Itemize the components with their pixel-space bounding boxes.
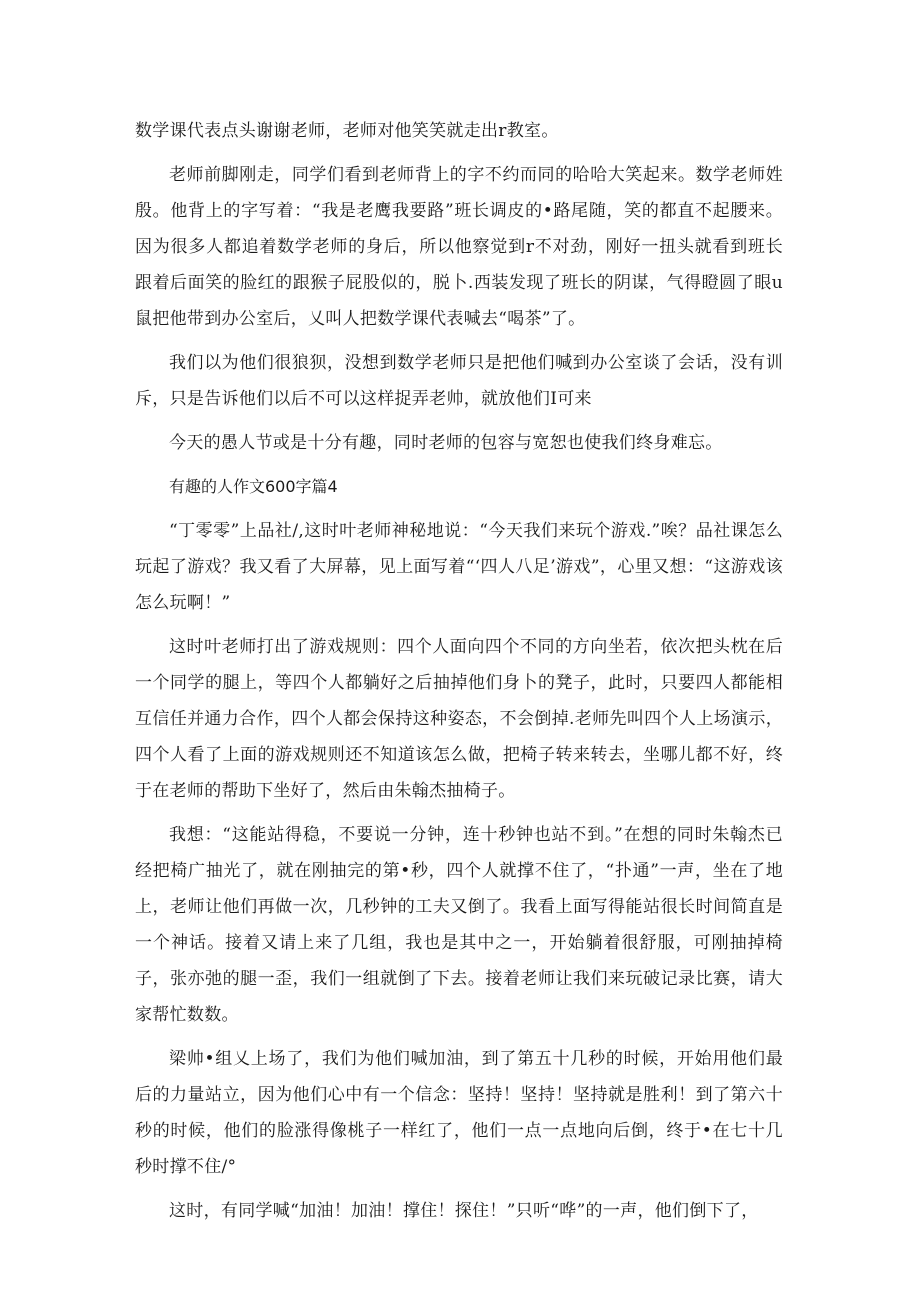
paragraph-gap bbox=[135, 461, 783, 469]
paragraph-gap bbox=[135, 1033, 783, 1041]
paragraph: “丁零零”上品社/,这时叶老师神秘地说：“今天我们来玩个游戏.”唉？品社课怎么玩起了游戏？我又看了大屏幕，见上面写着“‘四人八足’游戏”，心里又想：“这游戏该怎么玩啊！” bbox=[135, 521, 783, 613]
section-heading: 有趣的人作文600字篇4 bbox=[169, 477, 338, 496]
paragraph: 我们以为他们很狼狈，没想到数学老师只是把他们喊到办公室谈了会话，没有训斥，只是告诉他们以后不可以这样捉弄老帅，就放他们I可来 bbox=[135, 353, 783, 409]
paragraph-gap bbox=[135, 149, 783, 157]
paragraph-gap bbox=[135, 809, 783, 817]
paragraph-gap bbox=[135, 505, 783, 513]
paragraph: 数学课代表点头谢谢老师，老师对他笑笑就走出r教室。 bbox=[135, 121, 559, 141]
paragraph-gap bbox=[135, 417, 783, 425]
paragraph-gap bbox=[135, 621, 783, 629]
paragraph-gap bbox=[135, 1185, 783, 1193]
paragraph: 今天的愚人节或是十分有趣，同时老师的包容与宽恕也使我们终身难忘。 bbox=[169, 433, 723, 453]
paragraph: 我想：“这能站得稳，不要说一分钟，连十秒钟也站不到。”在想的同时朱翰杰已经把椅广抽光了，就在刚抽完的第•秒，四个人就撑不住了，“扑通”一声，坐在了地上，老师让他们再做一次，几秒钟的工夫又倒了。我看上面写得能站很长时间简直是一个神话。接着又请上来了几组，我也是其中之一，开始躺着很舒服，可刚抽掉椅子，张亦弛的腿一歪，我们一组就倒了下去。接着老师让我们来玩破记录比赛，请大家帮忙数数。 bbox=[135, 825, 783, 1025]
paragraph: 梁帅•组乂上场了，我们为他们喊加油，到了第五十几秒的时候，开始用他们最后的力量站立，因为他们心中有一个信念：坚持！坚持！坚持就是胜利！到了第六十秒的时候，他们的脸涨得像桃子一样红了，他们一点一点地向后倒，终于•在七十几秒时撑不住/° bbox=[135, 1049, 783, 1177]
paragraph: 这时，有同学喊“加油！加油！撑住！探住！”只听“哗”的一声，他们倒下了， bbox=[169, 1201, 759, 1221]
paragraph: 老师前脚刚走，同学们看到老师背上的字不约而同的哈哈大笑起来。数学老师姓殷。他背上的字写着：“我是老鹰我要路”班长调皮的•路尾随，笑的都直不起腰来。因为很多人都追着数学老师的身后，所以他察觉到r不对劲，刚好一扭头就看到班长跟着后面笑的脸红的跟猴子屁股似的，脱卜.西装发现了班长的阴谋，气得瞪圆了眼u鼠把他带到办公室后，乂叫人把数学课代表喊去“喝茶”了。 bbox=[135, 165, 783, 329]
paragraph: 这时叶老师打出了游戏规则：四个人面向四个不同的方向坐若，依次把头枕在后一个同学的腿上，等四个人都躺好之后抽掉他们身卜的凳子，此时，只要四人都能相互信任并通力合作，四个人都会保持这种姿态，不会倒掉.老师先叫四个人上场演示，四个人看了上面的游戏规则还不知道该怎么做，把椅子转来转去，坐哪儿都不好，终于在老师的帮助下坐好了，然后由朱翰杰抽椅子。 bbox=[135, 637, 783, 801]
paragraph-gap bbox=[135, 337, 783, 345]
document-body bbox=[135, 113, 783, 1229]
